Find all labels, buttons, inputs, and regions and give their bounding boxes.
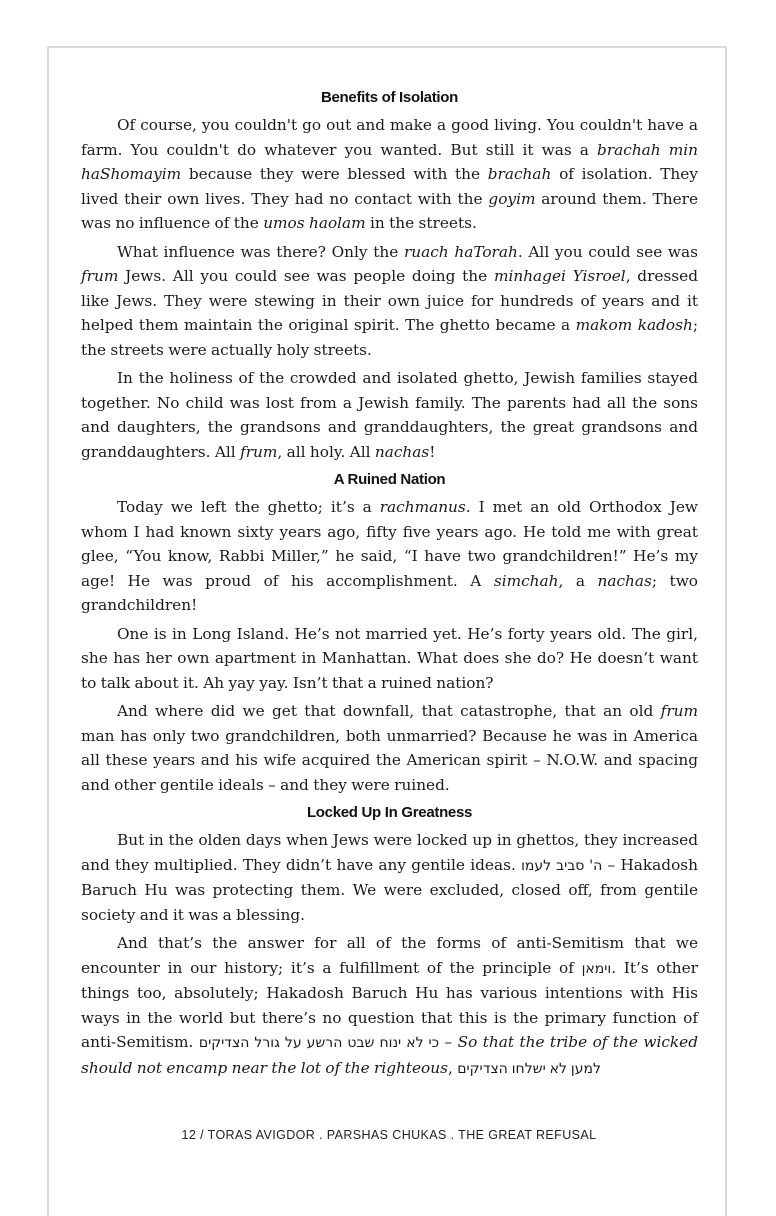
section-heading: Benefits of Isolation bbox=[320, 89, 459, 106]
paragraph bbox=[81, 931, 698, 1081]
hebrew-phrase: כי לא ינוח שבט הרשע על גורל הצדיקים bbox=[198, 1035, 440, 1051]
text-run: . It’s other things too, absolutely; Hakadosh Baruch Hu has various intentions with His ways in the world but there’s no question that this is the primary function of anti-Semitism. bbox=[81, 958, 698, 1051]
italic-term: umos haolam bbox=[263, 214, 366, 232]
italic-term: So that the tribe of the wicked should not encamp near the lot of the righteous bbox=[81, 1033, 699, 1077]
text-run: because they were blessed with the bbox=[181, 165, 488, 183]
text-run: – bbox=[439, 1033, 458, 1051]
text-run: And where did we get that downfall, that catastrophe, that an old bbox=[117, 702, 661, 720]
text-run: ! bbox=[429, 442, 436, 461]
section-heading: Locked Up In Greatness bbox=[306, 804, 473, 821]
text-run: of isolation. They lived their own lives. They had no contact with the bbox=[81, 165, 698, 208]
text-run: . I met an old Orthodox Jew whom I had known sixty years ago, fifty five years ago. He told me with great glee, “You know, Rabbi Miller,” he said, “I have two grandchildren!” He’s my age! He was proud of his accomplishment. A bbox=[81, 498, 698, 590]
italic-term: nachas bbox=[597, 571, 652, 590]
text-run: Jews. All you could see was people doing the bbox=[118, 267, 494, 285]
text-run: , dressed like Jews. They were stewing in their own juice for hundreds of years and it helped them maintain the original spirit. The ghetto became a bbox=[81, 267, 698, 334]
italic-term: brachah bbox=[487, 165, 552, 183]
italic-term: nachas bbox=[374, 442, 430, 461]
text-run: – Hakadosh Baruch Hu was protecting them. We were excluded, closed off, from gentile society and it was a blessing. bbox=[81, 855, 698, 924]
page-footer: 12 / TORAS AVIGDOR . PARSHAS CHUKAS . THE GREAT REFUSAL bbox=[181, 1128, 597, 1142]
page-content bbox=[81, 86, 698, 1085]
paragraph bbox=[81, 366, 698, 464]
page bbox=[47, 46, 727, 1216]
section-heading: A Ruined Nation bbox=[333, 471, 446, 488]
italic-term: frum bbox=[240, 442, 278, 461]
italic-term: minhagei Yisroel bbox=[493, 267, 626, 285]
italic-term: rachmanus bbox=[379, 498, 466, 516]
text-run: ; the streets were actually holy streets. bbox=[81, 316, 698, 359]
text-run: . All you could see was bbox=[517, 242, 698, 261]
hebrew-phrase: וימאן bbox=[581, 960, 612, 977]
text-run: ; two grandchildren! bbox=[81, 571, 698, 614]
italic-term: frum bbox=[81, 267, 119, 285]
paragraph bbox=[81, 699, 698, 797]
hebrew-phrase: למען לא ישלחו הצדיקים bbox=[457, 1060, 601, 1077]
text-run: man has only two grandchildren, both unmarried? Because he was in America all these years and his wife acquired the American spirit – N.O.W. and spacing and other gentile ideals – and they were ruined. bbox=[81, 726, 698, 794]
text-run: , all holy. All bbox=[277, 442, 375, 461]
text-run: In the holiness of the crowded and isolated ghetto, Jewish families stayed together. No child was lost from a Jewish family. The parents had all the sons and daughters, the grandsons and granddaughters, the great grandsons and granddaughters. All bbox=[81, 369, 698, 461]
hebrew-phrase: ה' סביב לעמו bbox=[521, 857, 603, 874]
italic-term: simchah bbox=[493, 571, 559, 590]
paragraph bbox=[81, 828, 698, 927]
italic-term: goyim bbox=[488, 189, 536, 208]
text-run: What influence was there? Only the bbox=[117, 242, 404, 261]
paragraph bbox=[81, 622, 698, 696]
text-run: , bbox=[447, 1058, 458, 1077]
text-run: around them. There was no influence of the bbox=[81, 189, 698, 232]
italic-term: makom kadosh bbox=[575, 316, 693, 334]
text-run: Of course, you couldn't go out and make a good living. You couldn't have a farm. You couldn't do whatever you wanted. But still it was a bbox=[81, 116, 698, 159]
text-run: And that’s the answer for all of the forms of anti-Semitism that we encounter in our history; it’s a fulfillment of the principle of bbox=[81, 934, 698, 977]
text-run: But in the olden days when Jews were locked up in ghettos, they increased and they multiplied. They didn’t have any gentile ideas. bbox=[81, 831, 698, 874]
italic-term: frum bbox=[660, 702, 698, 720]
italic-term: brachah min haShomayim bbox=[81, 140, 698, 183]
text-run: in the streets. bbox=[365, 214, 477, 232]
text-run: Today we left the ghetto; it’s a bbox=[117, 498, 380, 516]
text-run: , a bbox=[558, 571, 598, 590]
paragraph bbox=[81, 113, 698, 236]
italic-term: ruach haTorah bbox=[403, 242, 518, 261]
text-run: One is in Long Island. He’s not married yet. He’s forty years old. The girl, she has her own apartment in Manhattan. What does she do? He doesn’t want to talk about it. Ah yay yay. Isn’t that a ruined nation? bbox=[81, 624, 698, 692]
paragraph bbox=[81, 240, 698, 363]
paragraph bbox=[81, 495, 698, 618]
